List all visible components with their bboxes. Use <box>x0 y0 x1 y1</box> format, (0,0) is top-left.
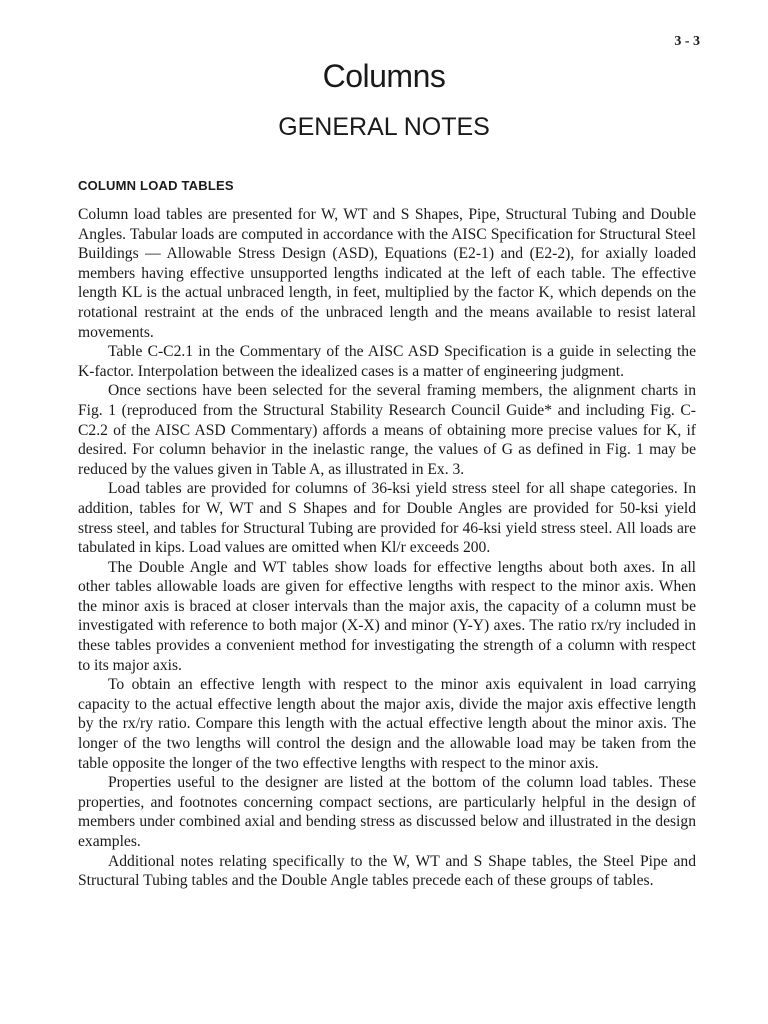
page-subtitle: GENERAL NOTES <box>278 113 490 141</box>
paragraph-4: Load tables are provided for columns of 36-ksi yield stress steel for all shape categories. In addition, tables for W, WT and S Shapes and for Double Angles are provided for 50-ksi yield stress steel, and tables for Structural Tubing are provided for 46-ksi yield stress steel. All loads are tabulated in kips. Load values are omitted when Kl/r exceeds 200. <box>78 480 696 557</box>
paragraph-5: The Double Angle and WT tables show loads for effective lengths about both axes. In all other tables allowable loads are given for effective lengths with respect to the minor axis. When the minor axis is braced at closer intervals than the major axis, the capacity of a column must be investigated with reference to both major (X-X) and minor (Y-Y) axes. The ratio rx/ry included in these tables provides a convenient method for investigating the strength of a column with respect to its major axis. <box>78 558 696 674</box>
page-title: Columns <box>322 58 446 94</box>
paragraph-1: Column load tables are presented for W, WT and S Shapes, Pipe, Structural Tubing and Double Angles. Tabular loads are computed in accordance with the AISC Specification for Structural Steel Buildings — Allowable Stress Design (ASD), Equations (E2-1) and (E2-2), for axially loaded members having effective unsupported lengths indicated at the left of each table. The effective length KL is the actual unbraced length, in feet, multiplied by the factor K, which depends on the rotational restraint at the ends of the unbraced length and the means available to resist lateral movements. <box>78 206 696 341</box>
body-text <box>78 205 696 891</box>
paragraph-2: Table C-C2.1 in the Commentary of the AISC ASD Specification is a guide in selecting the K-factor. Interpolation between the idealized cases is a matter of engineering judgment. <box>78 343 696 380</box>
paragraph-8: Additional notes relating specifically to the W, WT and S Shape tables, the Steel Pipe and Structural Tubing tables and the Double Angle tables precede each of these groups of tables. <box>78 852 696 890</box>
page-number: 3 - 3 <box>674 34 700 49</box>
paragraph-6: To obtain an effective length with respect to the minor axis equivalent in load carrying capacity to the actual effective length about the major axis, divide the major axis effective length by the rx/ry ratio. Compare this length with the actual effective length about the minor axis. The longer of the two lengths will control the design and the allowable load may be taken from the table opposite the longer of the two effective lengths with respect to the minor axis. <box>78 676 696 772</box>
section-heading: COLUMN LOAD TABLES <box>78 178 234 193</box>
paragraph-7: Properties useful to the designer are listed at the bottom of the column load tables. These properties, and footnotes concerning compact sections, are particularly helpful in the design of members under combined axial and bending stress as discussed below and illustrated in the design examples. <box>78 774 696 850</box>
paragraph-3: Once sections have been selected for the several framing members, the alignment charts in Fig. 1 (reproduced from the Structural Stability Research Council Guide* and including Fig. C-C2.2 of the AISC ASD Commentary) affords a means of obtaining more precise values for K, if desired. For column behavior in the inelastic range, the values of G as defined in Fig. 1 may be reduced by the values given in Table A, as illustrated in Ex. 3. <box>78 382 696 478</box>
